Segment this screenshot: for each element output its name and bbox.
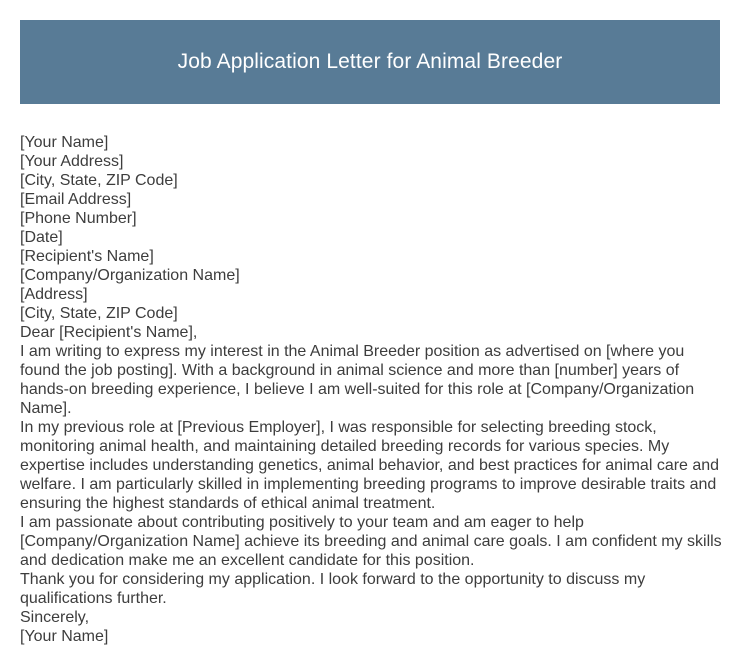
salutation: Dear [Recipient's Name], bbox=[20, 324, 198, 341]
paragraph-intro: I am writing to express my interest in the Animal Breeder position as advertised on [where you found the job posting]. With a background in animal science and more than [number] years of hands-on breeding experience, I believe I am well-suited for this role at [Company/Organization Name]. bbox=[20, 343, 695, 417]
paragraph-experience: In my previous role at [Previous Employer], I was responsible for selecting breeding stock, monitoring animal health, and maintaining detailed breeding records for various species. My expertise includes understanding genetics, animal behavior, and best practices for animal care and welfare. I am particularly skilled in implementing breeding programs to improve desirable traits and ensuring the highest standards of ethical animal treatment. bbox=[20, 419, 720, 512]
sender-phone: [Phone Number] bbox=[20, 210, 137, 227]
recipient-company: [Company/Organization Name] bbox=[20, 267, 240, 284]
sender-email: [Email Address] bbox=[20, 191, 132, 208]
paragraph-motivation: I am passionate about contributing positively to your team and am eager to help [Company/Organization Name] achieve its breeding and animal care goals. I am confident my skills and dedication make me an excellent candidate for this position. bbox=[20, 514, 722, 569]
paragraph-thanks: Thank you for considering my application. I look forward to the opportunity to discuss my qualifications further. bbox=[20, 571, 646, 607]
sender-city-state-zip: [City, State, ZIP Code] bbox=[20, 172, 178, 189]
title-banner bbox=[20, 20, 720, 104]
page-title: Job Application Letter for Animal Breeder bbox=[177, 50, 563, 73]
closing: Sincerely, bbox=[20, 609, 90, 626]
recipient-name: [Recipient's Name] bbox=[20, 248, 154, 265]
recipient-city-state-zip: [City, State, ZIP Code] bbox=[20, 305, 178, 322]
recipient-address: [Address] bbox=[20, 286, 88, 303]
letter-date: [Date] bbox=[20, 229, 63, 246]
sender-name: [Your Name] bbox=[20, 134, 109, 151]
signature: [Your Name] bbox=[20, 628, 109, 645]
letter-body bbox=[20, 133, 723, 646]
sender-address: [Your Address] bbox=[20, 153, 124, 170]
